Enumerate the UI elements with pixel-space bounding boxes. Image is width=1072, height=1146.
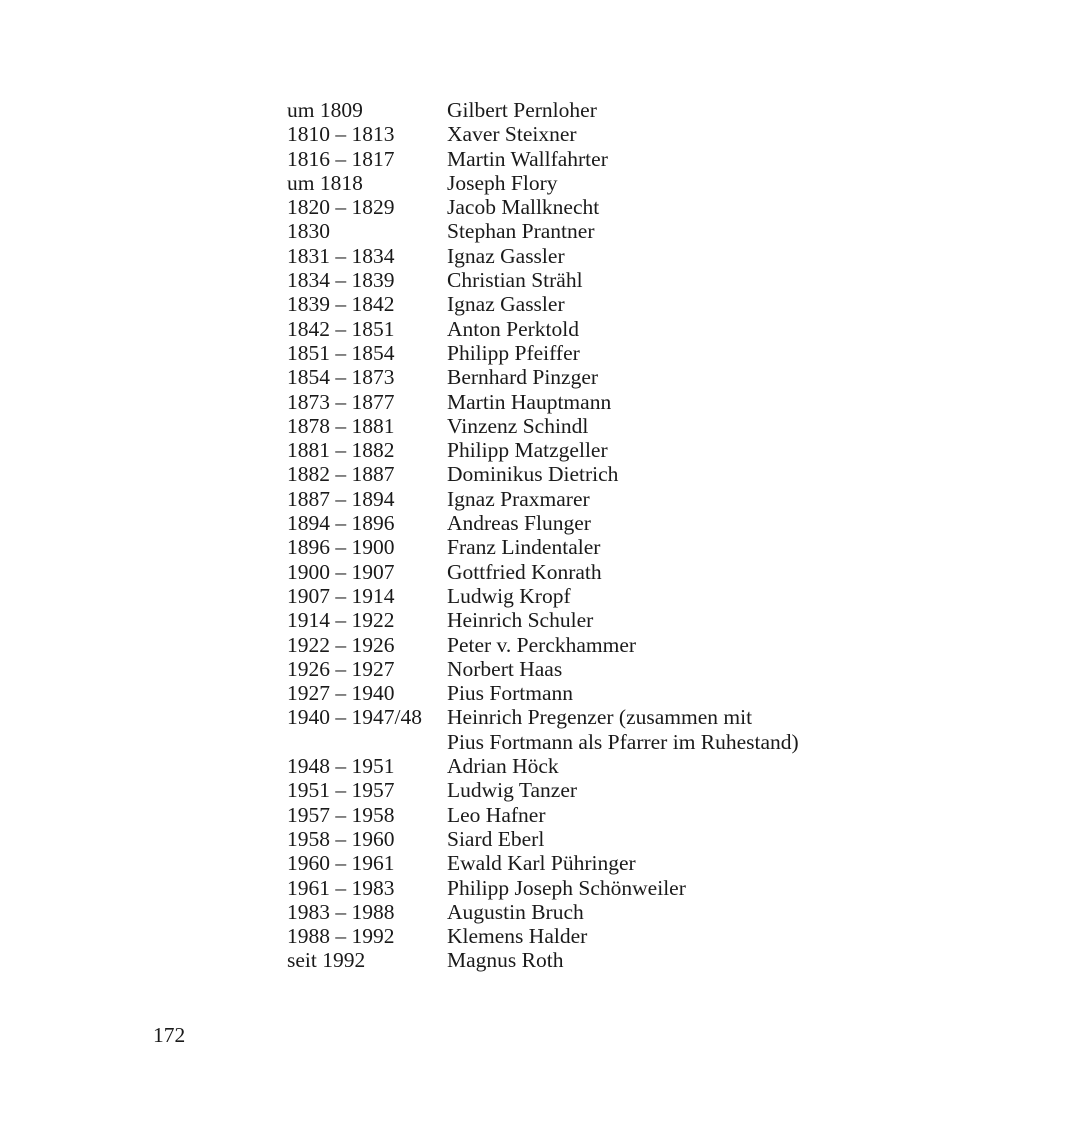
entry-name: Ignaz Praxmarer [447,486,590,511]
entry-name-block [447,171,558,195]
entry-name: Philipp Pfeiffer [447,340,580,365]
entry-name: Martin Hauptmann [447,389,612,414]
entry-name: Heinrich Schuler [447,608,594,633]
entry-years: 1839 – 1842 [287,292,395,317]
entry-name: Stephan Prantner [447,219,595,244]
entry-years: 1894 – 1896 [287,511,395,536]
entry-years: 1988 – 1992 [287,924,395,949]
entry-years: 1873 – 1877 [287,389,395,414]
entry-name-block [447,487,590,511]
entry-name-block [447,341,580,365]
page-number: 172 [153,1023,186,1047]
list-item [287,511,987,535]
entry-years: 1900 – 1907 [287,559,395,584]
entry-name-block [447,657,562,681]
entry-years: um 1818 [287,170,363,195]
entry-years: 1834 – 1839 [287,268,395,293]
entry-years: 1957 – 1958 [287,802,395,827]
entry-years: 1948 – 1951 [287,754,395,779]
list-item [287,705,987,754]
entry-name: Andreas Flunger [447,511,591,536]
entry-name: Siard Eberl [447,826,545,851]
entry-name: Anton Perktold [447,316,579,341]
list-item [287,560,987,584]
entry-name-block [447,705,799,754]
entry-years: 1927 – 1940 [287,681,395,706]
entry-years: um 1809 [287,98,363,122]
entry-name: Klemens Halder [447,924,588,949]
entry-name-block [447,608,593,632]
entry-years: 1926 – 1927 [287,656,395,681]
entry-years: 1816 – 1817 [287,146,395,171]
list-item [287,803,987,827]
entry-name-block [447,754,559,778]
list-item [287,219,987,243]
entry-name-block [447,948,563,972]
list-item [287,900,987,924]
entry-name-block [447,803,545,827]
entry-name: Philipp Joseph Schönweiler [447,875,686,900]
entry-name-block [447,535,600,559]
list-item [287,876,987,900]
entry-name: Ludwig Kropf [447,583,571,608]
entry-years: 1831 – 1834 [287,243,395,268]
list-item [287,268,987,292]
entry-name: Norbert Haas [447,656,563,681]
entry-name: Magnus Roth [447,948,564,973]
entry-name: Ignaz Gassler [447,243,565,268]
entry-years: 1851 – 1854 [287,340,395,365]
entry-name-block [447,122,577,146]
entry-years: 1960 – 1961 [287,851,395,876]
entry-name-block [447,924,587,948]
pastor-list [287,98,987,973]
entry-name-block [447,462,618,486]
list-item [287,244,987,268]
entry-name-block [447,390,611,414]
list-item [287,633,987,657]
list-item [287,778,987,802]
entry-name: Heinrich Pregenzer (zusammen mit [447,705,753,730]
entry-name-block [447,219,594,243]
entry-years: 1810 – 1813 [287,122,395,147]
entry-years: 1940 – 1947/48 [287,705,422,730]
entry-name: Augustin Bruch [447,899,584,924]
entry-name: Adrian Höck [447,754,559,779]
entry-years: 1882 – 1887 [287,462,395,487]
entry-years: 1914 – 1922 [287,608,395,633]
entry-years: 1907 – 1914 [287,583,395,608]
list-item [287,171,987,195]
entry-name-continuation: Pius Fortmann als Pfarrer im Ruhestand) [447,729,799,754]
list-item [287,948,987,972]
entry-name-block [447,633,636,657]
entry-name: Ignaz Gassler [447,292,565,317]
entry-name: Joseph Flory [447,170,558,195]
entry-name: Dominikus Dietrich [447,462,619,487]
entry-years: 1922 – 1926 [287,632,395,657]
entry-name: Ewald Karl Pühringer [447,851,636,876]
list-item [287,365,987,389]
list-item [287,317,987,341]
list-item [287,195,987,219]
list-item [287,414,987,438]
list-item [287,681,987,705]
entry-name-block [447,876,686,900]
list-item [287,827,987,851]
entry-years: 1854 – 1873 [287,365,395,390]
list-item [287,487,987,511]
entry-years: 1887 – 1894 [287,486,395,511]
entry-name: Franz Lindentaler [447,535,601,560]
entry-name-block [447,511,591,535]
list-item [287,754,987,778]
entry-name: Pius Fortmann [447,681,574,706]
entry-years: 1951 – 1957 [287,778,395,803]
entry-name-block [447,851,636,875]
entry-name-block [447,147,608,171]
entry-years: 1896 – 1900 [287,535,395,560]
entry-name: Jacob Mallknecht [447,195,600,220]
list-item [287,608,987,632]
list-item [287,98,987,122]
list-item [287,438,987,462]
entry-years: 1983 – 1988 [287,899,395,924]
entry-name: Xaver Steixner [447,122,577,147]
list-item [287,584,987,608]
entry-name-block [447,317,579,341]
entry-name-block [447,438,608,462]
entry-name: Bernhard Pinzger [447,365,599,390]
entry-years: seit 1992 [287,948,366,973]
entry-name: Peter v. Perckhammer [447,632,637,657]
entry-name-block [447,414,588,438]
entry-name-block [447,681,573,705]
entry-name: Ludwig Tanzer [447,778,578,803]
entry-years: 1820 – 1829 [287,195,395,220]
entry-name: Gilbert Pernloher [447,98,597,122]
list-item [287,341,987,365]
entry-name-block [447,98,597,122]
entry-years: 1961 – 1983 [287,875,395,900]
entry-name: Philipp Matzgeller [447,438,608,463]
list-item [287,924,987,948]
entry-name-block [447,195,599,219]
list-item [287,535,987,559]
entry-years: 1881 – 1882 [287,438,395,463]
entry-name: Martin Wallfahrter [447,146,608,171]
list-item [287,657,987,681]
entry-name-block [447,584,571,608]
list-item [287,390,987,414]
list-item [287,147,987,171]
list-item [287,851,987,875]
entry-years: 1958 – 1960 [287,826,395,851]
entry-years: 1842 – 1851 [287,316,395,341]
entry-name-block [447,292,565,316]
list-item [287,122,987,146]
entry-name-block [447,268,583,292]
entry-name: Christian Strähl [447,268,583,293]
entry-name: Gottfried Konrath [447,559,602,584]
entry-name-block [447,560,602,584]
list-item [287,462,987,486]
entry-name-block [447,365,598,389]
list-item [287,292,987,316]
entry-name-block [447,778,577,802]
entry-years: 1830 [287,219,330,244]
entry-name-block [447,244,565,268]
entry-name-block [447,827,544,851]
entry-name: Vinzenz Schindl [447,413,589,438]
entry-name-block [447,900,584,924]
entry-name: Leo Hafner [447,802,546,827]
entry-years: 1878 – 1881 [287,413,395,438]
